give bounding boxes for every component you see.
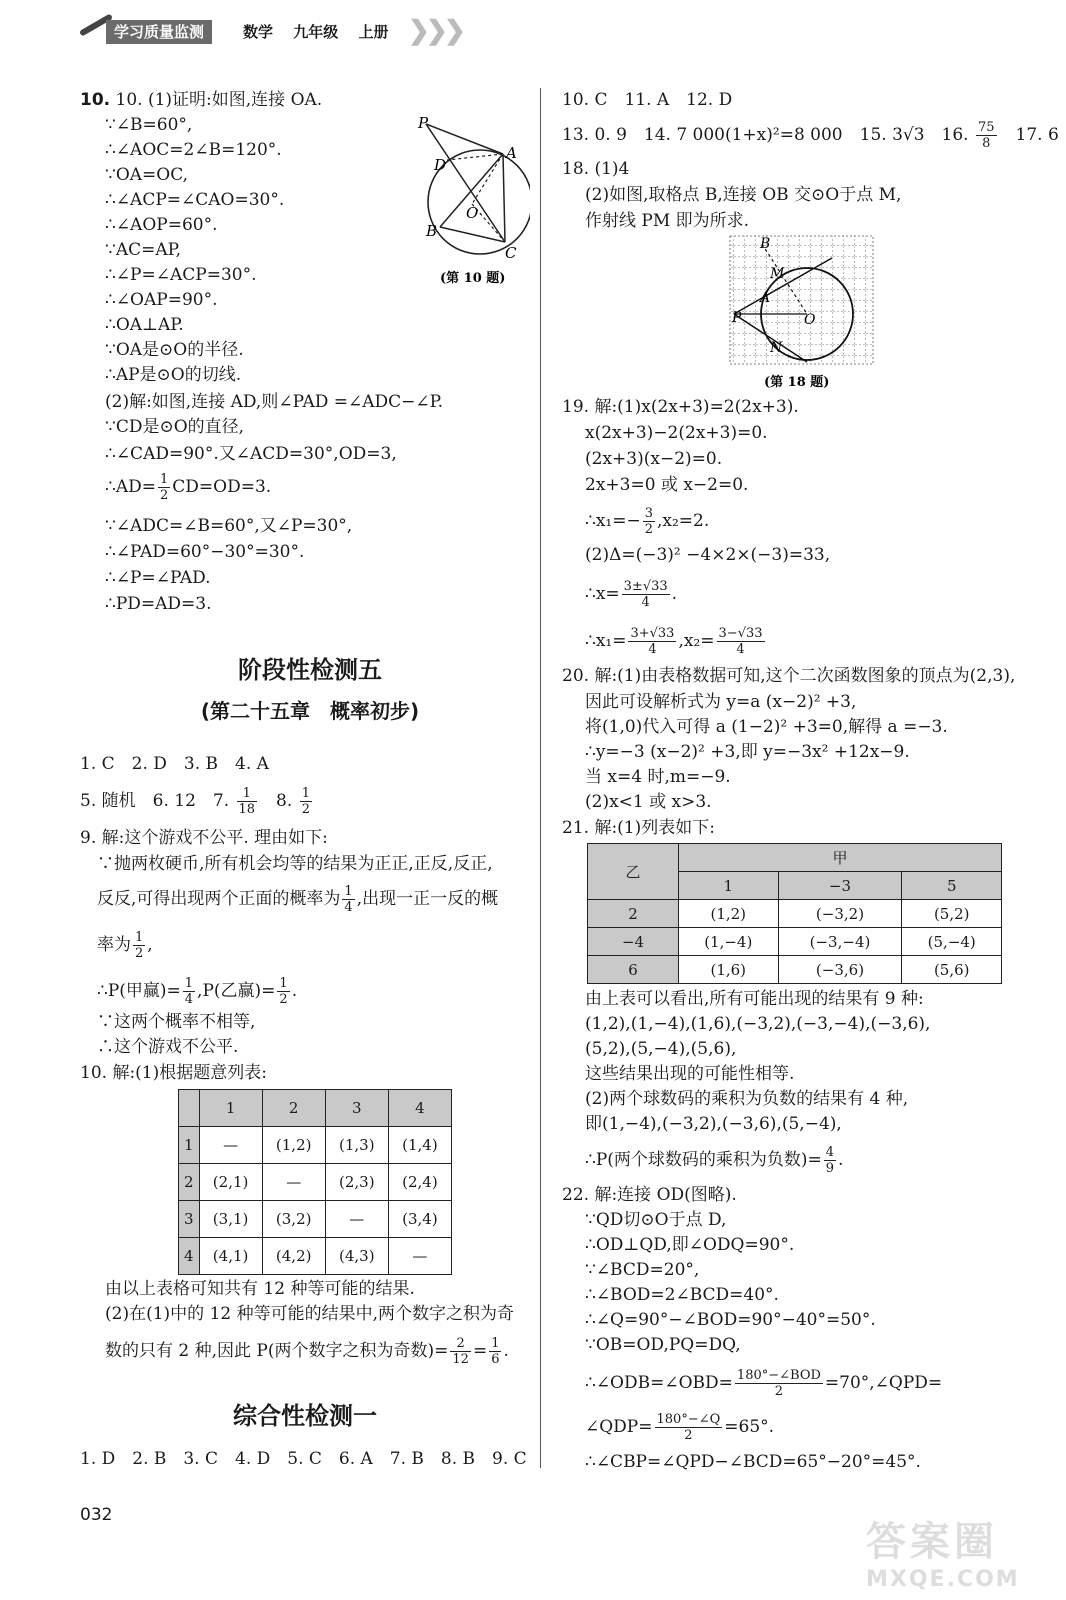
table-cell: 3: [325, 1090, 388, 1127]
fraction: [300, 786, 312, 817]
section-title: 综合性检测一: [233, 1402, 377, 1430]
fraction: [622, 579, 670, 610]
answers-line: [562, 120, 1059, 151]
table-row: [179, 1127, 452, 1164]
series-title: 学习质量监测: [106, 20, 212, 44]
fraction: [717, 626, 765, 657]
text: ,: [147, 935, 153, 955]
text: 8.: [259, 791, 298, 811]
text: 反反,可得出现两个正面的概率为: [97, 889, 341, 909]
page-header: [78, 14, 478, 48]
text: ∴x₁=−: [585, 511, 641, 531]
line-pa: [426, 124, 503, 154]
q10s-line: (2)在(1)中的 12 种等可能的结果中,两个数字之积为奇: [105, 1304, 515, 1324]
label-a: A: [760, 290, 771, 306]
q18-line: (2)如图,取格点 B,连接 OB 交⊙O于点 M,: [585, 185, 902, 205]
label-c: C: [505, 244, 517, 262]
q10-line: ∴∠CAD=90°.又∠ACD=30°,OD=3,: [105, 444, 397, 464]
q10s-line: [105, 1336, 509, 1367]
q20-line: 将(1,0)代入可得 a (1−2)² +3=0,解得 a =−3.: [585, 717, 948, 737]
fraction: [237, 786, 258, 817]
answers-line: 1. D 2. B 3. C 4. D 5. C 6. A 7. B 8. B 9. C: [80, 1449, 527, 1469]
denominator: 4: [344, 900, 353, 915]
table-cell: (3,1): [199, 1201, 262, 1238]
text: 10. (1)证明:如图,连接 OA.: [115, 90, 323, 110]
label-p: P: [418, 114, 429, 132]
table-cell: (5,−4): [902, 928, 1002, 956]
q18-line: 18. (1)4: [562, 159, 630, 179]
table-cell: (−3,6): [778, 956, 902, 984]
q10-line: ∴OA⊥AP.: [105, 315, 184, 335]
q19-line: 2x+3=0 或 x−2=0.: [585, 475, 749, 495]
denominator: 12: [452, 1352, 469, 1367]
q22-line: 22. 解:连接 OD(图略).: [562, 1185, 737, 1205]
q9-line: [97, 930, 153, 961]
text: .: [838, 1150, 844, 1170]
numerator: 1: [301, 786, 310, 801]
table-row: [179, 1090, 452, 1127]
text: ∠QDP=: [585, 1417, 653, 1437]
table-cell: 3: [179, 1201, 200, 1238]
fraction: [643, 506, 655, 537]
q20-line: 当 x=4 时,m=−9.: [585, 767, 731, 787]
q10-line: ∵OA=OC,: [105, 165, 189, 185]
answers-line: 10. C 11. A 12. D: [562, 90, 733, 110]
line-ac: [503, 154, 505, 242]
table-cell: (1,6): [679, 956, 779, 984]
q9-line: ∴这个游戏不公平.: [97, 1037, 239, 1057]
table-cell: 4: [179, 1238, 200, 1275]
denominator: 2: [301, 802, 310, 817]
q10-line: ∵∠B=60°,: [105, 115, 193, 135]
denominator: 2: [279, 992, 288, 1007]
text: .: [291, 981, 298, 1001]
numerator: 1: [279, 976, 288, 991]
fraction: [277, 976, 289, 1007]
q10-line: ∴AP是⊙O的切线.: [105, 365, 242, 385]
q22-line: ∴∠BOD=2∠BCD=40°.: [585, 1285, 779, 1305]
numerator: 1: [159, 472, 169, 487]
numerator: 1: [184, 976, 194, 991]
q10-line: [105, 472, 271, 503]
denominator: 4: [641, 595, 650, 610]
numerator: 3+√33: [630, 626, 675, 641]
denominator: 6: [491, 1352, 500, 1367]
table-row: [588, 928, 1002, 956]
denominator: 2: [774, 1384, 784, 1399]
q22-line: ∵QD切⊙O于点 D,: [585, 1210, 727, 1230]
q10-line: ∵CD是⊙O的直径,: [105, 417, 245, 437]
label-m: M: [770, 266, 785, 282]
text: ∴∠ODB=∠OBD=: [585, 1373, 733, 1393]
q18-line: 作射线 PM 即为所求.: [585, 211, 750, 231]
text: ∴x=: [585, 584, 620, 604]
q19-line: 19. 解:(1)x(2x+3)=2(2x+3).: [562, 397, 799, 417]
table-cell: (−3,2): [778, 900, 902, 928]
q9-line: 9. 解:这个游戏不公平. 理由如下:: [80, 828, 328, 848]
q21-line: (2)两个球数码的乘积为负数的结果有 4 种,: [585, 1089, 909, 1109]
numerator: 2: [450, 1336, 471, 1352]
numerator: 3−√33: [718, 626, 763, 641]
q21-line: 这些结果出现的可能性相等.: [585, 1064, 795, 1084]
text: CD=OD=3.: [172, 477, 272, 497]
q21-line: [585, 1145, 843, 1176]
probability-table: [178, 1089, 452, 1275]
chevron-icon: ❯: [408, 16, 430, 46]
subject: 数学: [243, 23, 274, 41]
label-d: D: [434, 156, 447, 174]
table-cell: 1: [679, 872, 779, 900]
q10-line: ∵AC=AP,: [105, 240, 182, 260]
text: 13. 0. 9 14. 7 000(1+x)²=8 000 15. 3√3 16.: [562, 125, 974, 145]
text: .: [503, 1341, 509, 1361]
denominator: 18: [238, 802, 256, 817]
label-n: N: [770, 340, 783, 356]
fraction: [342, 884, 354, 915]
figure-caption: (第 18 题): [764, 375, 830, 390]
q19-line: (2)Δ=(−3)² −4×2×(−3)=33,: [585, 545, 831, 565]
q10-line: ∴PD=AD=3.: [105, 594, 212, 614]
fraction: [976, 120, 997, 151]
q20-line: 20. 解:(1)由表格数据可知,这个二次函数图象的顶点为(2,3),: [562, 666, 1016, 686]
q10-line: ∴∠P=∠PAD.: [105, 568, 211, 588]
section-subtitle: (第二十五章 概率初步): [200, 699, 420, 723]
q20-line: 因此可设解析式为 y=a (x−2)² +3,: [585, 692, 857, 712]
q22-line: [585, 1412, 774, 1443]
q9-line: ∵抛两枚硬币,所有机会均等的结果为正正,正反,反正,: [97, 854, 493, 874]
table-cell: 5: [902, 872, 1002, 900]
table-cell: 2: [179, 1164, 200, 1201]
line-bc: [440, 227, 505, 242]
q19-line: (2x+3)(x−2)=0.: [585, 449, 723, 469]
label-o: O: [466, 204, 479, 222]
q10-line: (2)解:如图,连接 AD,则∠PAD =∠ADC−∠P.: [105, 392, 444, 412]
q10-line: ∴∠ACP=∠CAO=30°.: [105, 190, 285, 210]
table-cell: (−3,−4): [778, 928, 902, 956]
text: 率为: [97, 935, 131, 955]
numerator: 4: [825, 1145, 835, 1160]
text: ,x₂=2.: [657, 511, 710, 531]
text: =70°,∠QPD=: [824, 1373, 943, 1393]
q10-line: ∴∠OAP=90°.: [105, 290, 218, 310]
chevron-icon: ❯: [444, 16, 466, 46]
denominator: 2: [135, 946, 144, 961]
q22-line: ∴∠Q=90°−∠BOD=90°−40°=50°.: [585, 1310, 876, 1330]
q21-line: (5,2),(5,−4),(5,6),: [585, 1039, 737, 1059]
q21-line: 由上表可以看出,所有可能出现的结果有 9 种:: [585, 989, 924, 1009]
table-cell: (5,2): [902, 900, 1002, 928]
table-cell: (4,3): [325, 1238, 388, 1275]
q22-line: ∵∠BCD=20°,: [585, 1260, 700, 1280]
label-a: A: [506, 144, 517, 162]
numerator: 75: [977, 120, 995, 135]
table-row: [179, 1201, 452, 1238]
label-b: B: [760, 236, 771, 252]
text: 17. 6: [998, 125, 1059, 145]
q22-line: ∴∠CBP=∠QPD−∠BCD=65°−20°=45°.: [585, 1452, 921, 1472]
q10s-title: 10. 解:(1)根据题意列表:: [80, 1063, 267, 1083]
answers-line: 1. C 2. D 3. B 4. A: [80, 754, 269, 774]
table-cell: −4: [588, 928, 679, 956]
table-cell: —: [262, 1164, 325, 1201]
watermark-logo: 答案圈: [866, 1519, 998, 1565]
label-p: P: [732, 310, 742, 326]
text: .: [671, 584, 678, 604]
q9-line: ∵这两个概率不相等,: [97, 1012, 256, 1032]
table-cell: 4: [388, 1090, 451, 1127]
line-pc: [426, 124, 505, 242]
q22-line: ∵OB=OD,PQ=DQ,: [585, 1335, 741, 1355]
label-o: O: [804, 312, 816, 328]
table-cell: (1,−4): [679, 928, 779, 956]
table-cell: (2,1): [199, 1164, 262, 1201]
q21-title: 21. 解:(1)列表如下:: [562, 818, 715, 838]
table-cell: (1,2): [262, 1127, 325, 1164]
volume: 上册: [358, 23, 389, 41]
table-cell: (1,2): [679, 900, 779, 928]
table-row: [588, 900, 1002, 928]
table-cell: (2,4): [388, 1164, 451, 1201]
line-oa: [472, 154, 503, 204]
text: ,P(乙赢)=: [197, 981, 276, 1001]
numerator: 3±√33: [623, 579, 668, 594]
q19-line: [585, 626, 767, 657]
ball-table: [587, 843, 1002, 984]
text: ∴P(两个球数码的乘积为负数)=: [585, 1150, 822, 1170]
table-row: [179, 1164, 452, 1201]
text: ,出现一正一反的概: [356, 889, 499, 909]
numerator: 3: [644, 506, 653, 521]
denominator: 4: [648, 642, 657, 657]
q20-line: (2)x<1 或 x>3.: [585, 792, 712, 812]
numerator: 180°−∠BOD: [736, 1368, 821, 1383]
table-cell: (1,4): [388, 1127, 451, 1164]
q19-line: x(2x+3)−2(2x+3)=0.: [585, 423, 768, 443]
text: 5. 随机 6. 12 7.: [80, 791, 235, 811]
text: ∴AD=: [105, 477, 156, 497]
denominator: 2: [684, 1428, 693, 1443]
q10-line: ∵∠ADC=∠B=60°,又∠P=30°,: [105, 516, 353, 536]
figure-10: [410, 112, 530, 287]
table-cell: —: [388, 1238, 451, 1275]
watermark: [866, 1510, 1056, 1590]
numerator: 1: [135, 930, 144, 945]
q22-line: [585, 1368, 942, 1399]
fraction: [628, 626, 676, 657]
table-cell: 1: [199, 1090, 262, 1127]
fraction: [735, 1368, 823, 1399]
text: ,x₂=: [678, 631, 715, 651]
q19-line: [585, 579, 677, 610]
text: ∴P(甲赢)=: [97, 981, 181, 1001]
header-meta: [243, 20, 389, 44]
numerator: 1: [491, 1336, 500, 1351]
table-cell: (2,3): [325, 1164, 388, 1201]
table-cell: −3: [778, 872, 902, 900]
table-row: [179, 1238, 452, 1275]
numerator: 1: [344, 884, 353, 899]
numerator: 1: [237, 786, 258, 802]
fraction: [183, 976, 195, 1007]
text: 数的只有 2 种,因此 P(两个数字之积为奇数)=: [105, 1341, 449, 1361]
q21-line: (1,2),(1,−4),(1,6),(−3,2),(−3,−4),(−3,6),: [585, 1014, 931, 1034]
q20-line: ∴y=−3 (x−2)² +3,即 y=−3x² +12x−9.: [585, 742, 910, 762]
grade: 九年级: [293, 23, 339, 41]
fraction: [450, 1336, 471, 1367]
fraction: [158, 472, 170, 503]
q10-line: ∴∠P=∠ACP=30°.: [105, 265, 257, 285]
answers-line: [80, 786, 314, 817]
q19-line: [585, 506, 709, 537]
table-cell: (4,1): [199, 1238, 262, 1275]
q10s-line: 由以上表格可知共有 12 种等可能的结果.: [105, 1279, 415, 1299]
text: =: [472, 1341, 488, 1361]
denominator: 2: [159, 488, 169, 503]
figure-18: [722, 234, 882, 394]
fraction: [133, 930, 145, 961]
fraction: [655, 1412, 723, 1443]
text: ∴x₁=: [585, 631, 627, 651]
label-b: B: [426, 222, 438, 240]
denominator: 9: [825, 1161, 835, 1176]
denominator: 2: [644, 522, 653, 537]
table-cell: 1: [179, 1127, 200, 1164]
table-cell: —: [325, 1201, 388, 1238]
q9-line: [97, 976, 297, 1007]
section-title: 阶段性检测五: [238, 656, 382, 684]
denominator: 4: [184, 992, 194, 1007]
table-cell: 6: [588, 956, 679, 984]
q10-line: ∴∠AOP=60°.: [105, 215, 218, 235]
table-row: [588, 844, 1002, 872]
table-cell: —: [199, 1127, 262, 1164]
q10-line: 10. 10. (1)证明:如图,连接 OA.: [80, 90, 323, 110]
table-cell: 2: [588, 900, 679, 928]
q10-line: ∴∠PAD=60°−30°=30°.: [105, 542, 305, 562]
table-cell: [179, 1090, 200, 1127]
q21-line: 即(1,−4),(−3,2),(−3,6),(5,−4),: [585, 1114, 842, 1134]
table-cell: (4,2): [262, 1238, 325, 1275]
q9-line: [97, 884, 498, 915]
table-cell: (3,4): [388, 1201, 451, 1238]
column-divider: [540, 88, 541, 1468]
table-cell: 甲: [679, 844, 1002, 872]
q10-line: ∵OA是⊙O的半径.: [105, 340, 244, 360]
table-cell: (5,6): [902, 956, 1002, 984]
fraction: [824, 1145, 836, 1176]
table-cell: 乙: [588, 844, 679, 900]
q22-line: ∴OD⊥QD,即∠ODQ=90°.: [585, 1235, 795, 1255]
numerator: 180°−∠Q: [656, 1412, 721, 1427]
q10-line: ∴∠AOC=2∠B=120°.: [105, 140, 282, 160]
table-cell: (1,3): [325, 1127, 388, 1164]
text: =65°.: [724, 1417, 775, 1437]
page-number: 032: [80, 1505, 113, 1525]
denominator: 4: [736, 642, 745, 657]
table-cell: (3,2): [262, 1201, 325, 1238]
figure-caption: (第 10 题): [440, 271, 506, 286]
fraction: [489, 1336, 501, 1367]
table-row: [588, 956, 1002, 984]
denominator: 8: [982, 136, 991, 151]
table-cell: 2: [262, 1090, 325, 1127]
chevron-icon: ❯: [426, 16, 448, 46]
watermark-url: MXQE.COM: [866, 1567, 1020, 1592]
